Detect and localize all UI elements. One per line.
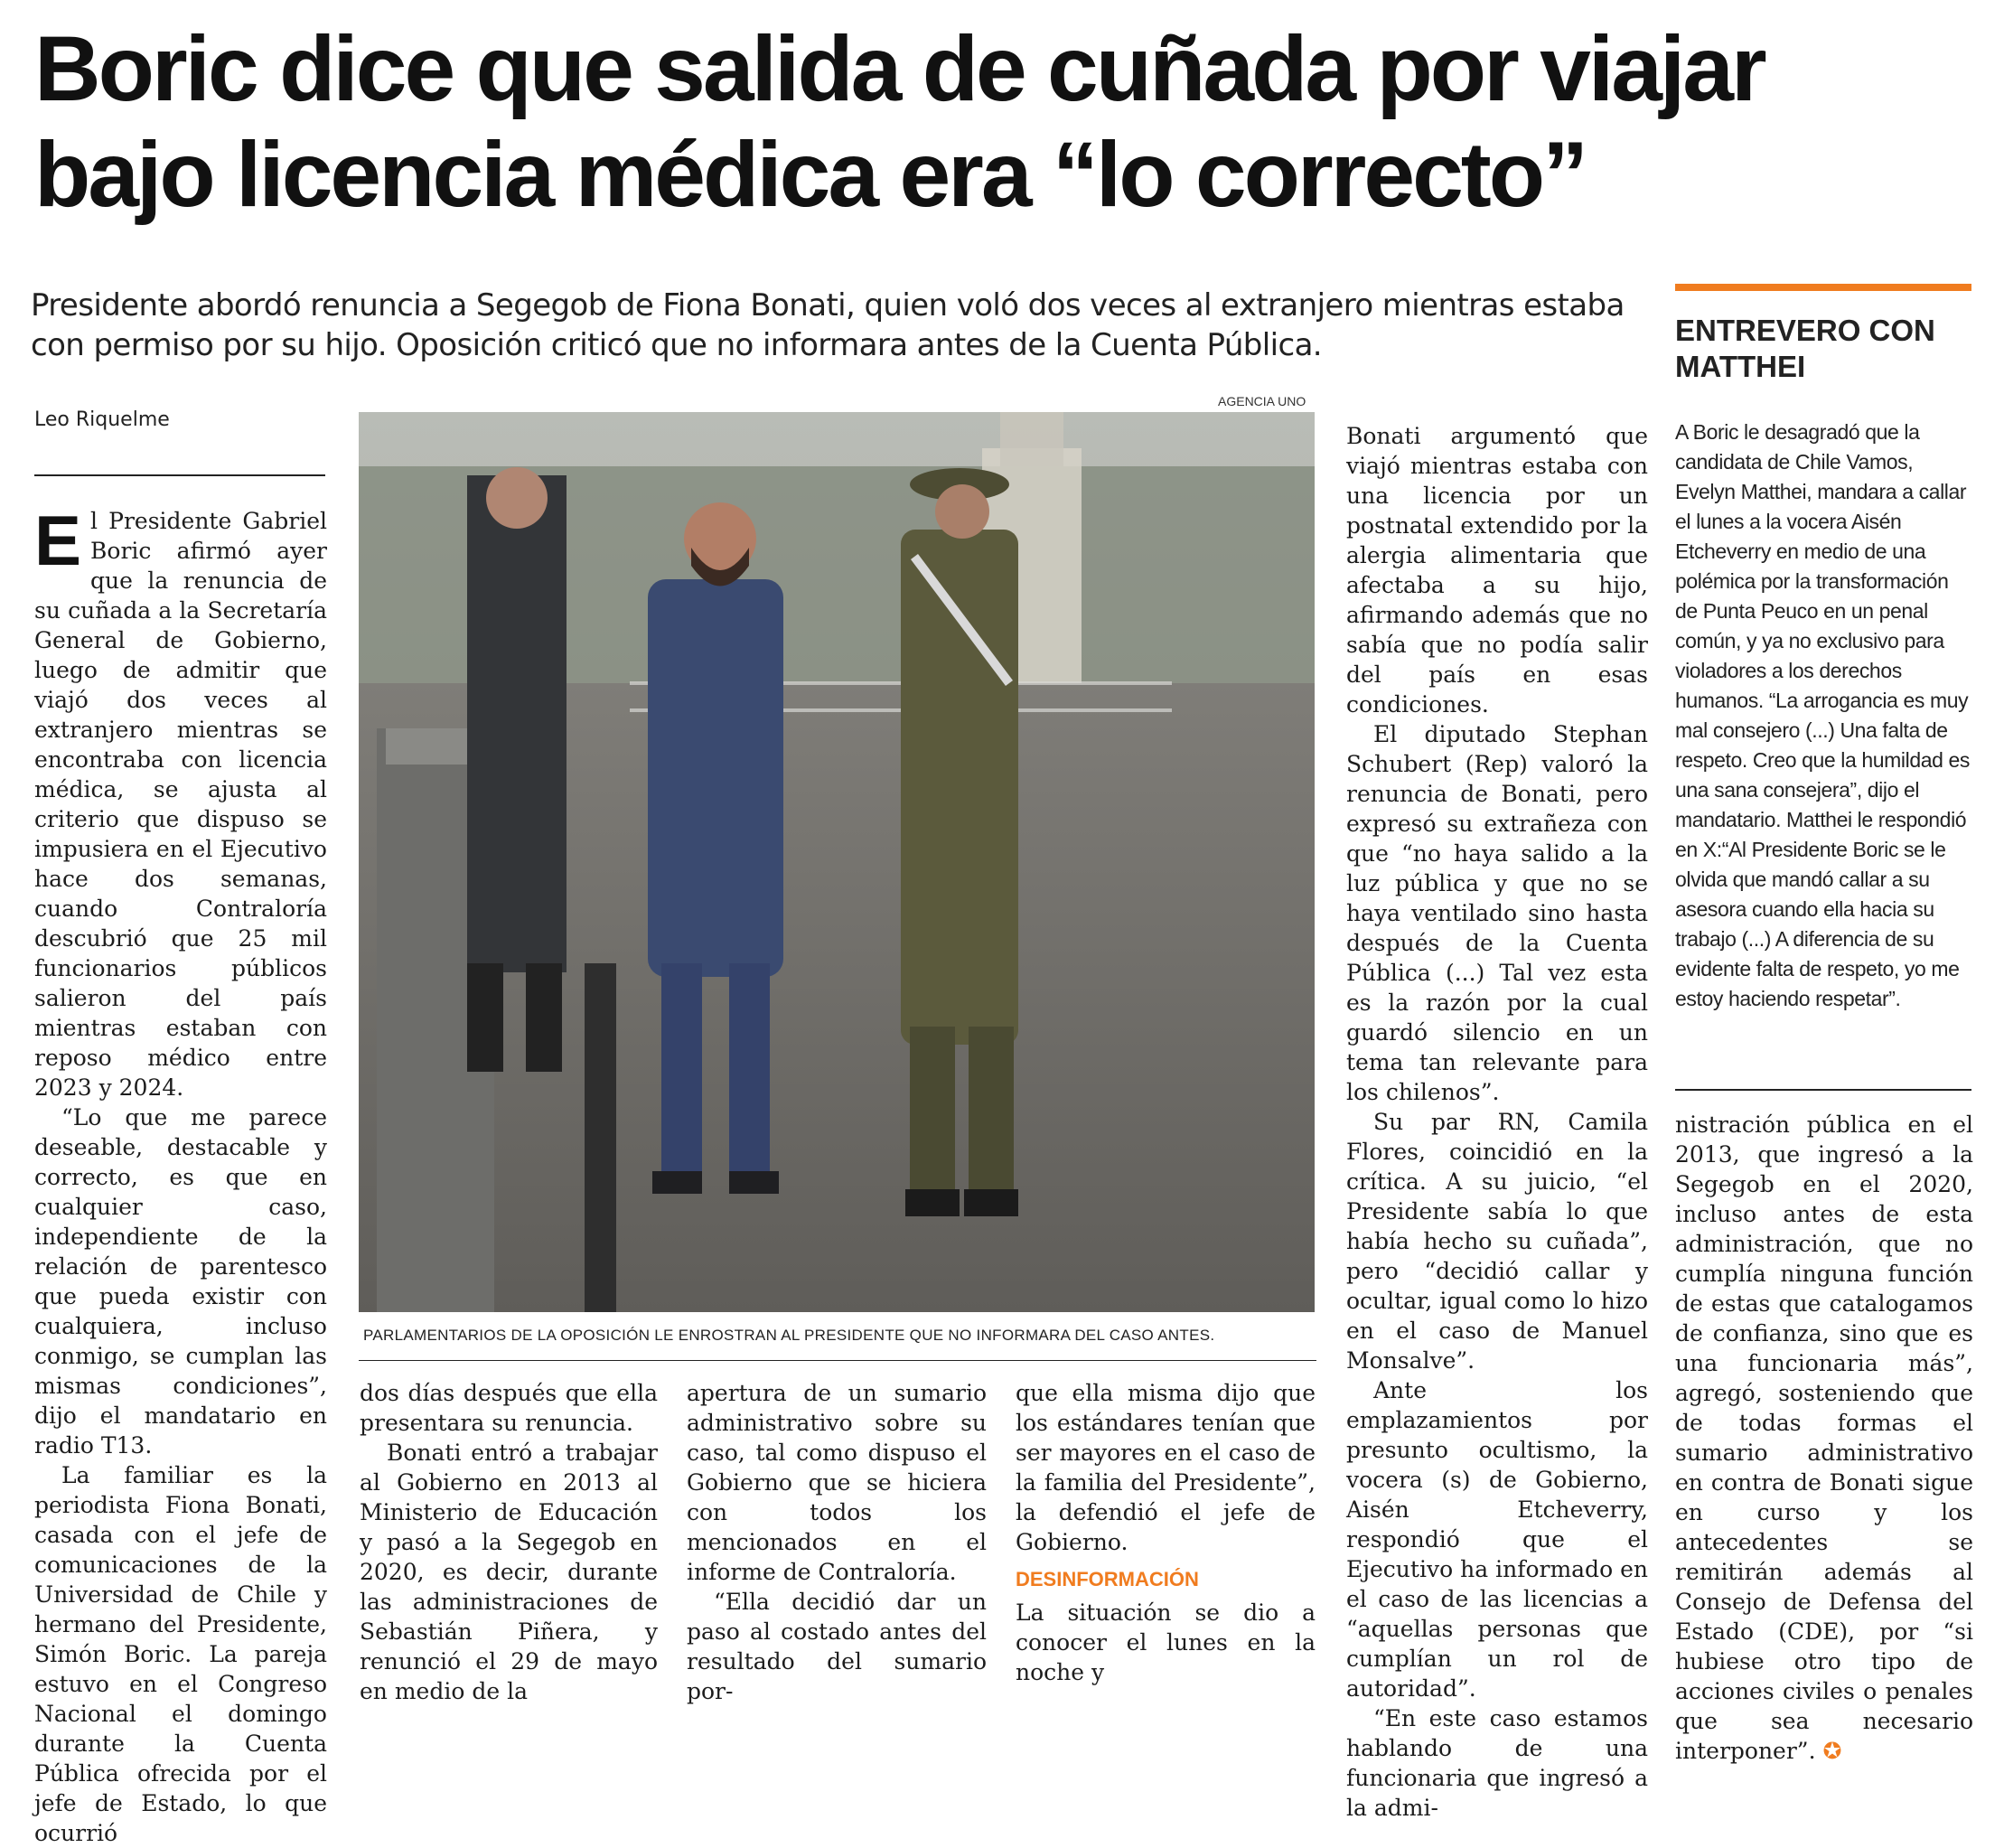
- paragraph: dos días después que ella presentara su renuncia.: [360, 1380, 658, 1436]
- article-column-2: [360, 1378, 658, 1706]
- paragraph: El diputado Stephan Schubert (Rep) valoró la renuncia de Bonati, pero expresó su extrañeza con que “no haya salido a la luz pública y que no se haya ventilado sino hasta después de la Cuenta Pública (...) Tal vez esta es la razón por la cual guardó silencio en un tema tan relevante para los chilenos”.: [1346, 721, 1648, 1105]
- sidebar-paragraph: A Boric le desagradó que la candidata de Chile Vamos, Evelyn Matthei, mandara a callar el lunes a la vocera Aisén Etcheverry en medio de una polémica por la transformación de Punta Peuco en un penal común, y ya no exclusivo para violadores a los derechos humanos. “La arrogancia es muy mal consejero (...) Una falta de respeto. Creo que la humildad es una sana consejera”, dijo el mandatario. Matthei le respondió en X:“Al Presidente Boric se le olvida que mandó callar a su asesora cuando ella hacia su trabajo (...) A diferencia de su evidente falta de respeto, yo me estoy haciendo respetar”.: [1675, 420, 1971, 1010]
- sidebar-bottom-rule: [1675, 1089, 1971, 1091]
- paragraph: que ella misma dijo que los estándares tenían que ser mayores en el caso de la familia del Presidente”, la defendió el jefe de Gobierno.: [1016, 1380, 1316, 1555]
- sidebar-text: [1675, 417, 1970, 1014]
- paragraph: El Presidente Gabriel Boric afirmó ayer que la renuncia de su cuñada a la Secretaría General de Gobierno, luego de admitir que viajó dos veces al extranjero mientras se encontraba con licencia médica, se ajusta al criterio que dispuso se impusiera en el Ejecutivo hace dos semanas, cuando Contraloría descubrió que 25 mil funcionarios públicos salieron del país mientras estaban con reposo médico entre 2023 y 2024.: [34, 501, 327, 1101]
- photo-credit: AGENCIA UNO: [1218, 394, 1306, 408]
- sidebar-title: ENTREVERO CON MATTHEI: [1675, 314, 1935, 383]
- headline-line-2: bajo licencia médica era “lo correcto”: [34, 123, 1587, 226]
- paragraph: “Ella decidió dar un paso al costado antes del resultado del sumario por-: [687, 1589, 987, 1704]
- byline: Leo Riquelme: [34, 408, 170, 431]
- article-column-5: [1346, 421, 1648, 1823]
- end-mark-icon: ✪: [1822, 1738, 1842, 1764]
- paragraph: nistración pública en el 2013, que ingresó a la Segegob en el 2020, incluso antes de esta administración, que no cumplía ninguna función de estas que catalogamos de confianza, sino que es una funcionaria más”, agregó, sosteniendo que de todas formas el sumario administrativo en contra de Bonati sigue en curso y los antecedentes se remitirán además al Consejo de Defensa del Estado (CDE), por “si hubiese otro tipo de acciones civiles o penales que sea necesario interponer”. ✪: [1675, 1112, 1973, 1764]
- drop-cap: E: [34, 501, 82, 580]
- paragraph: apertura de un sumario administrativo sobre su caso, tal como dispuso el Gobierno que se hiciera con todos los mencionados en el informe de Contraloría.: [687, 1380, 987, 1585]
- sidebar-accent-bar: [1675, 284, 1971, 291]
- paragraph: Su par RN, Camila Flores, coincidió en la crítica. A su juicio, “el Presidente sabía lo que había hecho su cuñada”, pero “decidió callar y ocultar, igual como lo hizo en el caso de Manuel Monsalve”.: [1346, 1109, 1648, 1374]
- article-column-4: [1016, 1378, 1316, 1687]
- photo-illustration: [359, 412, 1315, 1312]
- paragraph: Bonati entró a trabajar al Gobierno en 2013 al Ministerio de Educación y pasó a la Segegob en 2020, es decir, durante las administraciones de Sebastián Piñera, y renunció el 29 de mayo en medio de la: [360, 1440, 658, 1704]
- paragraph: La situación se dio a conocer el lunes en la noche y: [1016, 1599, 1316, 1685]
- paragraph: “Lo que me parece deseable, destacable y correcto, es que en cualquier caso, independiente de la relación de parentesco que pueda existir con cualquiera, incluso conmigo, se cumplan las mismas condiciones”, dijo el mandatario en radio T13.: [34, 1104, 327, 1459]
- caption-rule: [359, 1360, 1316, 1361]
- paragraph: Bonati argumentó que viajó mientras estaba con una licencia por un postnatal extendido por la alergia alimentaria que afectaba a su hijo, afirmando además que no sabía que no podía salir del país en esas condiciones.: [1346, 423, 1648, 718]
- headline-line-1: Boric dice que salida de cuñada por viajar: [34, 17, 1765, 120]
- paragraph: “En este caso estamos hablando de una funcionaria que ingresó a la admi-: [1346, 1705, 1648, 1821]
- article-column-1: [34, 501, 327, 1848]
- photo-caption: PARLAMENTARIOS DE LA OPOSICIÓN LE ENROSTRAN AL PRESIDENTE QUE NO INFORMARA DEL CASO ANTES.: [363, 1327, 1215, 1344]
- article-deck: Presidente abordó renuncia a Segegob de Fiona Bonati, quien voló dos veces al extranjero mientras estaba con permiso por su hijo. Oposición criticó que no informara antes de la Cuenta Pública.: [31, 287, 1625, 363]
- article-column-3: [687, 1378, 987, 1706]
- paragraph: La familiar es la periodista Fiona Bonati, casada con el jefe de comunicaciones de la Universidad de Chile y hermano del Presidente, Simón Boric. La pareja estuvo en el Congreso Nacional el domingo durante la Cuenta Pública ofrecida por el jefe de Estado, lo que ocurrió: [34, 1462, 327, 1846]
- news-photo: [359, 412, 1315, 1312]
- article-column-6: [1675, 1110, 1973, 1766]
- paragraph: Ante los emplazamientos por presunto ocultismo, la vocera (s) de Gobierno, Aisén Etcheverry, respondió que el Ejecutivo ha informado en el caso de las licencias a “aquellas personas que cumplían un rol de autoridad”.: [1346, 1377, 1648, 1702]
- byline-rule: [34, 474, 325, 476]
- section-subhead: DESINFORMACIÓN: [1016, 1568, 1199, 1590]
- headline: [34, 16, 1977, 228]
